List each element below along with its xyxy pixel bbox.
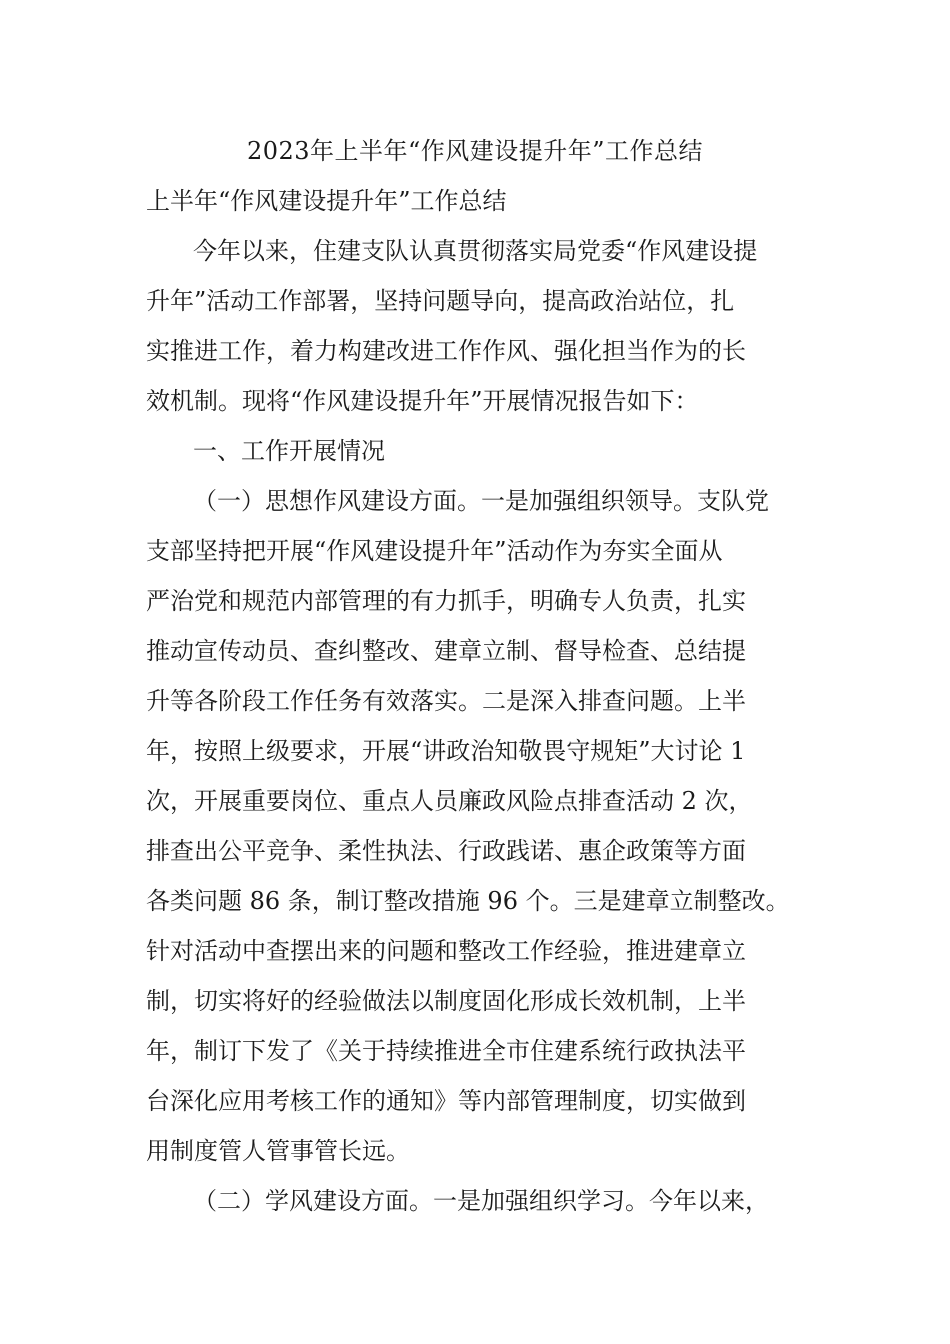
paragraph-line: 台深化应用考核工作的通知》等内部管理制度，切实做到	[146, 1087, 746, 1115]
paragraph-line: 各类问题 86 条，制订整改措施 96 个。三是建章立制整改。	[146, 887, 790, 915]
paragraph-line: 年，制订下发了《关于持续推进全市住建系统行政执法平	[146, 1037, 746, 1065]
paragraph-line: 效机制。现将“作风建设提升年”开展情况报告如下：	[146, 387, 699, 415]
paragraph-line: 升年”活动工作部署，坚持问题导向，提高政治站位，扎	[146, 287, 735, 315]
paragraph-line: 用制度管人管事管长远。	[146, 1137, 410, 1165]
paragraph-line: 针对活动中查摆出来的问题和整改工作经验，推进建章立	[146, 937, 746, 965]
paragraph-line: 年，按照上级要求，开展“讲政治知敬畏守规矩”大讨论 1	[146, 737, 746, 765]
paragraph-line: 制，切实将好的经验做法以制度固化形成长效机制，上半	[146, 987, 746, 1015]
paragraph-line: 推动宣传动员、查纠整改、建章立制、督导检查、总结提	[146, 637, 746, 665]
document-subtitle: 上半年“作风建设提升年”工作总结	[146, 187, 507, 215]
paragraph-line: 严治党和规范内部管理的有力抓手，明确专人负责，扎实	[146, 587, 746, 615]
paragraph-line: 实推进工作，着力构建改进工作作风、强化担当作为的长	[146, 337, 746, 365]
section-heading: 一、工作开展情况	[193, 437, 385, 465]
paragraph-line: 次，开展重要岗位、重点人员廉政风险点排查活动 2 次，	[146, 787, 753, 815]
paragraph-line: 今年以来，住建支队认真贯彻落实局党委“作风建设提	[193, 237, 758, 265]
document-title: 2023年上半年“作风建设提升年”工作总结	[246, 137, 704, 165]
paragraph-line: 升等各阶段工作任务有效落实。二是深入排查问题。上半	[146, 687, 746, 715]
paragraph-line: 排查出公平竞争、柔性执法、行政践诺、惠企政策等方面	[146, 837, 746, 865]
paragraph-line: （一）思想作风建设方面。一是加强组织领导。支队党	[193, 487, 769, 515]
paragraph-line: （二）学风建设方面。一是加强组织学习。今年以来，	[193, 1187, 769, 1215]
paragraph-line: 支部坚持把开展“作风建设提升年”活动作为夯实全面从	[146, 537, 723, 565]
